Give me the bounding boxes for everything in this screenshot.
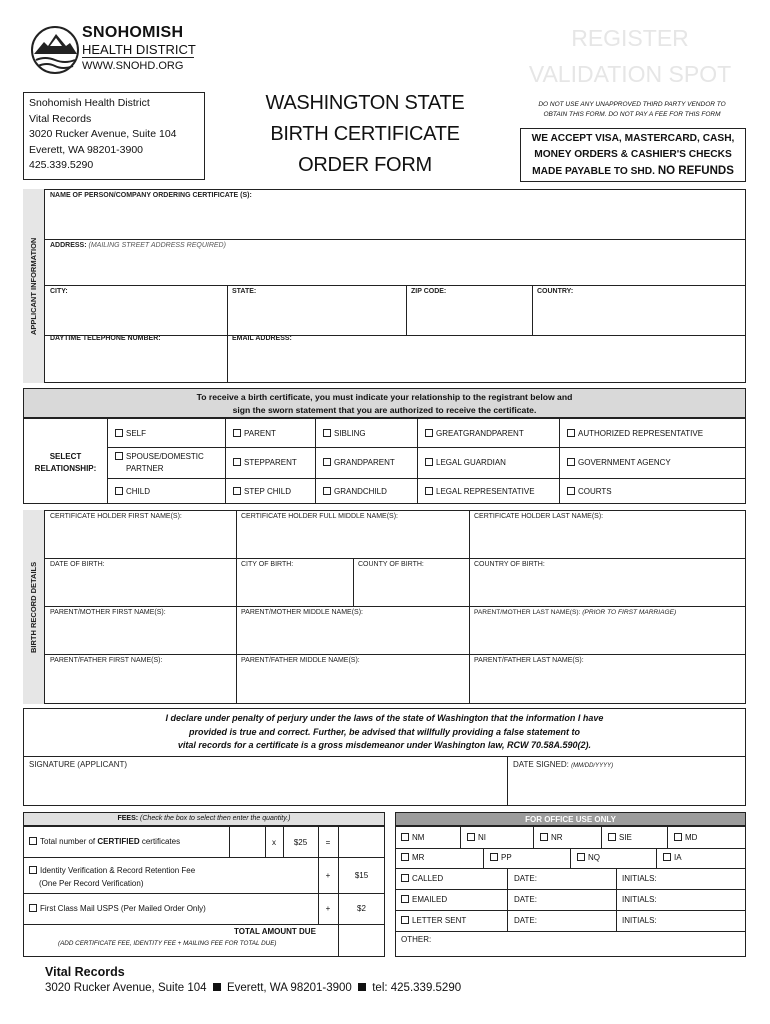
- checkbox[interactable]: [401, 853, 409, 861]
- checkbox[interactable]: [567, 458, 575, 466]
- address-field[interactable]: [45, 239, 746, 286]
- office-label: SIE: [619, 833, 632, 842]
- date-signed-field[interactable]: [507, 756, 746, 806]
- checkbox[interactable]: [401, 874, 409, 882]
- checkbox[interactable]: [29, 904, 37, 912]
- holder-first-field[interactable]: [45, 510, 237, 559]
- country-label: COUNTRY:: [537, 288, 574, 295]
- option-label: GRANDPARENT: [334, 458, 395, 467]
- option-label: COURTS: [578, 487, 612, 496]
- office-nm[interactable]: [401, 833, 424, 842]
- page-title: [225, 88, 505, 181]
- office-vline: [656, 848, 657, 868]
- option-label: PARENT: [244, 429, 276, 438]
- fee-row1-c: certificates: [141, 837, 181, 846]
- fee-row-certified[interactable]: [29, 837, 180, 846]
- vendor-note-line1: DO NOT USE ANY UNAPPROVED THIRD PARTY VENDOR TO: [538, 101, 726, 108]
- fees-header-instr: (Check the box to select then enter the quantity.): [140, 815, 291, 822]
- office-label: LETTER SENT: [412, 916, 467, 925]
- declaration-line3: vital records for a certificate is a gross misdemeanor under Washington law, RCW 70.58A.590(2).: [177, 740, 592, 750]
- rel-hline: [107, 478, 746, 479]
- office-letter-date: DATE:: [514, 916, 537, 925]
- option-greatgrandparent[interactable]: [425, 429, 524, 438]
- office-called-date: DATE:: [514, 874, 537, 883]
- checkbox[interactable]: [323, 458, 331, 466]
- payment-line3a: MADE PAYABLE TO SHD.: [532, 166, 655, 177]
- payment-box: [520, 128, 746, 182]
- fees-header: [23, 812, 385, 826]
- checkbox[interactable]: [425, 487, 433, 495]
- office-label: CALLED: [412, 874, 444, 883]
- fee-row2-a: Identity Verification & Record Retention Fee: [40, 866, 196, 875]
- office-vline: [483, 848, 484, 868]
- holder-last-field[interactable]: [469, 510, 746, 559]
- vendor-note: [512, 100, 752, 120]
- rel-vline: [225, 418, 226, 504]
- address-field-note: (MAILING STREET ADDRESS REQUIRED): [88, 242, 226, 249]
- city-label: CITY:: [50, 288, 68, 295]
- option-label: SPOUSE/DOMESTIC: [126, 452, 204, 461]
- date-format-note: (MM/DD/YYYY): [571, 763, 614, 769]
- phone-field[interactable]: [45, 332, 228, 383]
- option-grandchild[interactable]: [323, 487, 387, 496]
- declaration-text: [23, 712, 746, 753]
- checkbox[interactable]: [233, 487, 241, 495]
- checkbox[interactable]: [323, 429, 331, 437]
- office-nr[interactable]: [540, 833, 563, 842]
- country-of-birth-field[interactable]: [469, 558, 746, 607]
- office-label: IA: [674, 853, 682, 862]
- fee-row1-qty-input[interactable]: [230, 827, 264, 856]
- holder-last-label: CERTIFICATE HOLDER LAST NAME(S):: [474, 513, 604, 520]
- office-table: [395, 826, 746, 957]
- birth-side-label: BIRTH RECORD DETAILS: [29, 561, 38, 653]
- fee-row1-eq: =: [325, 838, 331, 847]
- email-field[interactable]: [227, 332, 746, 383]
- checkbox[interactable]: [401, 916, 409, 924]
- fee-hline: [23, 893, 385, 894]
- option-stepchild[interactable]: [233, 487, 291, 496]
- fee-row2-b: (One Per Record Verification): [39, 879, 144, 888]
- declaration-line2: provided is true and correct. Further, be advised that willfully providing a false statement to: [188, 726, 581, 737]
- mother-middle-field[interactable]: [236, 606, 470, 655]
- mother-last-label: PARENT/MOTHER LAST NAME(S):: [474, 609, 581, 616]
- state-field[interactable]: [227, 285, 407, 336]
- office-hline: [395, 931, 746, 932]
- father-first-label: PARENT/FATHER FIRST NAME(S):: [50, 657, 163, 664]
- office-vline: [533, 826, 534, 848]
- mother-first-field[interactable]: [45, 606, 237, 655]
- fee-row-mail[interactable]: [29, 904, 206, 913]
- title-line2: BIRTH CERTIFICATE: [270, 123, 460, 145]
- select-label-line1: SELECT: [49, 452, 82, 461]
- fee-row1-a: Total number of: [40, 837, 96, 846]
- fee-row3-price: $2: [357, 904, 366, 913]
- bullet-square-icon: [358, 983, 366, 991]
- office-letter[interactable]: [401, 916, 466, 925]
- logo: [30, 22, 200, 80]
- city-of-birth-label: CITY OF BIRTH:: [241, 561, 294, 568]
- relationship-intro-line2: sign the sworn statement that you are authorized to receive the certificate.: [232, 405, 537, 415]
- signature-field[interactable]: [23, 756, 508, 806]
- father-middle-label: PARENT/FATHER MIDDLE NAME(S):: [241, 657, 360, 664]
- payment-line1: WE ACCEPT VISA, MASTERCARD, CASH,: [531, 133, 735, 144]
- checkbox[interactable]: [233, 458, 241, 466]
- payment-line3: [521, 163, 745, 180]
- checkbox[interactable]: [29, 837, 37, 845]
- option-label: STEPPARENT: [244, 458, 297, 467]
- office-vline: [667, 826, 668, 848]
- signature-label: SIGNATURE (APPLICANT): [29, 760, 128, 769]
- option-government-agency[interactable]: [567, 458, 671, 467]
- rel-hline: [107, 447, 746, 448]
- logo-line2: HEALTH DISTRICT: [82, 42, 196, 57]
- footer-address: 3020 Rucker Avenue, Suite 104: [45, 982, 207, 994]
- checkbox[interactable]: [577, 853, 585, 861]
- applicant-side-label: APPLICANT INFORMATION: [29, 237, 38, 335]
- fee-row1-b: CERTIFIED: [97, 837, 140, 846]
- office-nq[interactable]: [577, 853, 600, 862]
- total-label: TOTAL AMOUNT DUE: [234, 927, 316, 936]
- option-sibling[interactable]: [323, 429, 366, 438]
- office-vline: [616, 868, 617, 931]
- relationship-intro-line1: To receive a birth certificate, you must indicate your relationship to the registrant below and: [196, 392, 573, 402]
- district-address-box: [23, 92, 205, 180]
- option-label: GRANDCHILD: [334, 487, 387, 496]
- fees-header-label: FEES:: [117, 815, 139, 822]
- office-emailed-initials: INITIALS:: [622, 895, 657, 904]
- zip-field[interactable]: [406, 285, 533, 336]
- city-of-birth-field[interactable]: [236, 558, 354, 607]
- checkbox[interactable]: [490, 853, 498, 861]
- option-label-cont: PARTNER: [126, 464, 164, 473]
- office-vline: [601, 826, 602, 848]
- option-grandparent[interactable]: [323, 458, 395, 467]
- register-validation-watermark: [515, 20, 745, 92]
- option-label: STEP CHILD: [244, 487, 291, 496]
- bullet-square-icon: [213, 983, 221, 991]
- holder-middle-label: CERTIFICATE HOLDER FULL MIDDLE NAME(S):: [241, 513, 399, 520]
- option-self[interactable]: [115, 429, 146, 438]
- mother-middle-label: PARENT/MOTHER MIDDLE NAME(S):: [241, 609, 363, 616]
- logo-line1: SNOHOMISH: [82, 24, 184, 41]
- watermark-line2: VALIDATION SPOT: [528, 61, 732, 87]
- office-label: NI: [478, 833, 486, 842]
- office-ni[interactable]: [467, 833, 486, 842]
- checkbox[interactable]: [663, 853, 671, 861]
- logo-line3: WWW.SNOHD.ORG: [82, 60, 184, 72]
- father-last-field[interactable]: [469, 654, 746, 704]
- office-label: MD: [685, 833, 698, 842]
- holder-middle-field[interactable]: [236, 510, 470, 559]
- checkbox[interactable]: [540, 833, 548, 841]
- father-last-label: PARENT/FATHER LAST NAME(S):: [474, 657, 584, 664]
- office-hline: [395, 868, 746, 869]
- option-parent[interactable]: [233, 429, 276, 438]
- fee-row3: First Class Mail USPS (Per Mailed Order Only): [40, 904, 206, 913]
- address-line: Everett, WA 98201-3900: [29, 143, 144, 156]
- logo-divider: [82, 57, 194, 58]
- name-field-label: NAME OF PERSON/COMPANY ORDERING CERTIFICATE (S):: [50, 192, 252, 199]
- father-middle-field[interactable]: [236, 654, 470, 704]
- footer-tel: tel: 425.339.5290: [372, 982, 462, 994]
- checkbox[interactable]: [567, 429, 575, 437]
- fee-row3-plus: +: [325, 904, 331, 913]
- office-vline: [460, 826, 461, 848]
- holder-first-label: CERTIFICATE HOLDER FIRST NAME(S):: [50, 513, 182, 520]
- office-hline: [395, 910, 746, 911]
- office-vline: [570, 848, 571, 868]
- office-md[interactable]: [674, 833, 697, 842]
- office-sie[interactable]: [608, 833, 632, 842]
- date-signed-label: DATE SIGNED:: [513, 760, 569, 769]
- option-label: GREATGRANDPARENT: [436, 429, 524, 438]
- select-relationship-label: [23, 418, 108, 504]
- mother-last-note: (PRIOR TO FIRST MARRIAGE): [582, 609, 677, 616]
- fee-hline: [23, 857, 385, 858]
- office-hline: [395, 889, 746, 890]
- checkbox[interactable]: [115, 487, 123, 495]
- office-letter-initials: INITIALS:: [622, 916, 657, 925]
- city-field[interactable]: [45, 285, 228, 336]
- select-label-line2: RELATIONSHIP:: [34, 464, 97, 473]
- father-first-field[interactable]: [45, 654, 237, 704]
- office-label: NM: [412, 833, 425, 842]
- fee-hline: [23, 924, 385, 925]
- fee-row1-x: x: [272, 838, 276, 847]
- office-mr[interactable]: [401, 853, 424, 862]
- office-header: FOR OFFICE USE ONLY: [395, 812, 746, 826]
- address-line: 425.339.5290: [29, 159, 94, 171]
- address-field-label: ADDRESS:: [50, 242, 87, 249]
- fee-row1-price: $25: [293, 838, 308, 847]
- option-label: LEGAL REPRESENTATIVE: [436, 487, 535, 496]
- checkbox[interactable]: [233, 429, 241, 437]
- dob-field[interactable]: [45, 558, 237, 607]
- office-called-initials: INITIALS:: [622, 874, 657, 883]
- option-stepparent[interactable]: [233, 458, 297, 467]
- phone-label: DAYTIME TELEPHONE NUMBER:: [50, 335, 161, 342]
- relationship-intro: [23, 388, 746, 418]
- rel-vline: [315, 418, 316, 504]
- address-line: Vital Records: [29, 112, 92, 125]
- option-authorized-representative[interactable]: [567, 429, 703, 438]
- checkbox[interactable]: [567, 487, 575, 495]
- declaration-line1: I declare under penalty of perjury under the laws of the state of Washington that the information I have: [165, 713, 604, 723]
- state-label: STATE:: [232, 288, 257, 295]
- checkbox[interactable]: [425, 458, 433, 466]
- title-line1: WASHINGTON STATE: [265, 92, 465, 114]
- option-courts[interactable]: [567, 487, 612, 496]
- vendor-note-line2: OBTAIN THIS FORM. DO NOT PAY A FEE FOR THIS FORM: [543, 111, 721, 118]
- fee-row-identity[interactable]: [29, 864, 195, 890]
- county-of-birth-field[interactable]: [353, 558, 470, 607]
- logo-mountain-icon: [30, 24, 80, 76]
- checkbox[interactable]: [323, 487, 331, 495]
- fee-row2-price: $15: [354, 871, 369, 880]
- option-label: SELF: [126, 429, 147, 438]
- option-legal-guardian[interactable]: [425, 458, 506, 467]
- rel-vline: [417, 418, 418, 504]
- email-label: EMAIL ADDRESS:: [232, 335, 292, 342]
- payment-line2: MONEY ORDERS & CASHIER'S CHECKS: [534, 149, 732, 160]
- option-label: LEGAL GUARDIAN: [436, 458, 506, 467]
- checkbox[interactable]: [467, 833, 475, 841]
- address-line: Snohomish Health District: [29, 97, 150, 109]
- checkbox[interactable]: [401, 895, 409, 903]
- watermark-line1: REGISTER: [571, 25, 689, 51]
- option-label: CHILD: [126, 487, 151, 496]
- checkbox[interactable]: [115, 452, 123, 460]
- total-note: (ADD CERTIFICATE FEE, IDENTITY FEE + MAILING FEE FOR TOTAL DUE): [58, 940, 277, 947]
- option-label: AUTHORIZED REPRESENTATIVE: [578, 429, 704, 438]
- checkbox[interactable]: [115, 429, 123, 437]
- rel-vline: [559, 418, 560, 504]
- footer-address-line: [45, 982, 461, 994]
- checkbox[interactable]: [425, 429, 433, 437]
- checkbox[interactable]: [29, 866, 37, 874]
- office-called[interactable]: [401, 874, 443, 883]
- footer-city: Everett, WA 98201-3900: [226, 982, 352, 994]
- office-label: MR: [412, 853, 425, 862]
- dob-label: DATE OF BIRTH:: [50, 561, 105, 568]
- office-ia[interactable]: [663, 853, 682, 862]
- no-refunds: NO REFUNDS: [657, 165, 734, 177]
- checkbox[interactable]: [608, 833, 616, 841]
- office-vline: [507, 868, 508, 931]
- country-of-birth-label: COUNTRY OF BIRTH:: [474, 561, 545, 568]
- fee-row2-plus: +: [325, 871, 331, 880]
- title-line3: ORDER FORM: [298, 154, 432, 176]
- name-field[interactable]: [45, 189, 746, 240]
- option-label: SIBLING: [334, 429, 366, 438]
- country-field[interactable]: [532, 285, 746, 336]
- total-amount-input[interactable]: [339, 925, 384, 956]
- zip-label: ZIP CODE:: [411, 288, 447, 295]
- option-spouse[interactable]: [115, 451, 204, 475]
- footer-title: Vital Records: [45, 965, 125, 979]
- checkbox[interactable]: [401, 833, 409, 841]
- address-line: 3020 Rucker Avenue, Suite 104: [29, 128, 177, 140]
- office-label: PP: [501, 853, 512, 862]
- office-other: OTHER:: [401, 935, 432, 944]
- option-legal-representative[interactable]: [425, 487, 535, 496]
- office-label: NQ: [588, 853, 600, 862]
- office-pp[interactable]: [490, 853, 512, 862]
- mother-last-field[interactable]: [469, 606, 746, 655]
- office-emailed[interactable]: [401, 895, 447, 904]
- mother-first-label: PARENT/MOTHER FIRST NAME(S):: [50, 609, 166, 616]
- checkbox[interactable]: [674, 833, 682, 841]
- option-child[interactable]: [115, 487, 150, 496]
- office-label: EMAILED: [412, 895, 448, 904]
- office-emailed-date: DATE:: [514, 895, 537, 904]
- county-of-birth-label: COUNTY OF BIRTH:: [358, 561, 424, 568]
- option-label: GOVERNMENT AGENCY: [578, 458, 671, 467]
- office-label: NR: [551, 833, 563, 842]
